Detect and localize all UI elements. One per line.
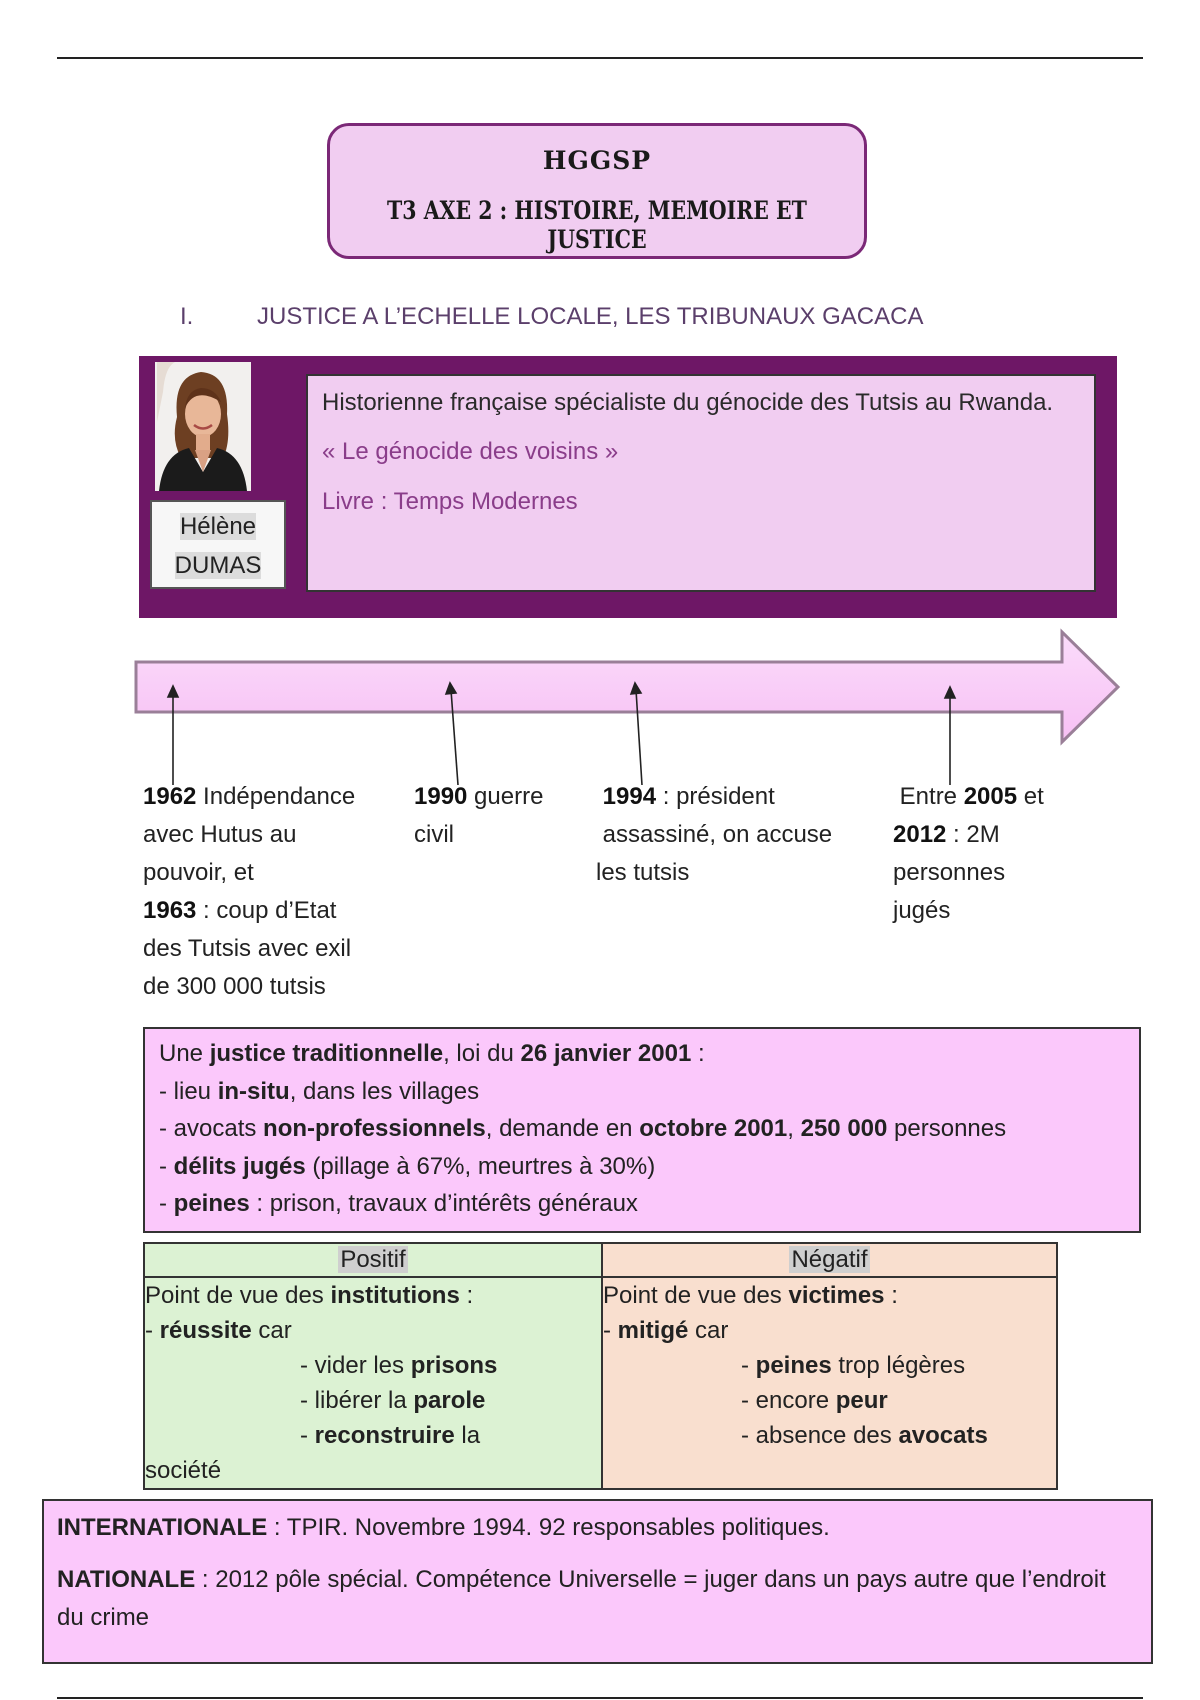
timeline-line	[596, 778, 832, 816]
text: Point de vue des	[145, 1282, 331, 1309]
section-title: JUSTICE A L’ECHELLE LOCALE, LES TRIBUNAUX GACACA	[257, 303, 924, 330]
text: personnes	[893, 859, 1006, 886]
text: les tutsis	[596, 859, 690, 886]
historian-first-name: Hélène	[179, 513, 257, 540]
table-line	[145, 1313, 601, 1348]
text	[596, 783, 603, 810]
text: société	[145, 1457, 222, 1484]
text: de 300 000 tutsis	[143, 973, 326, 1000]
timeline-event	[143, 778, 355, 1006]
timeline-line	[893, 816, 1044, 854]
timeline-line	[596, 854, 832, 892]
text: - vider les	[300, 1352, 411, 1379]
text: - encore	[741, 1387, 836, 1414]
text: -	[145, 1317, 160, 1344]
text: - libérer la	[300, 1387, 414, 1414]
timeline-line	[414, 816, 543, 854]
table-line	[145, 1348, 601, 1383]
text: jugés	[893, 897, 951, 924]
text: - avocats	[159, 1115, 264, 1142]
table-line	[145, 1453, 601, 1488]
text: -	[159, 1152, 174, 1180]
historian-quote: « Le génocide des voisins »	[322, 438, 619, 465]
bold-text: peur	[835, 1387, 888, 1414]
bottom-rule	[57, 1697, 1143, 1699]
positive-header: Positif	[144, 1243, 602, 1277]
section-number: I.	[180, 303, 194, 330]
text: Entre	[893, 783, 964, 810]
bold-text: victimes	[788, 1282, 885, 1309]
gacaca-line	[159, 1073, 1125, 1111]
text: - lieu	[159, 1077, 218, 1105]
bold-text: parole	[413, 1387, 486, 1414]
bold-text: 1990	[414, 783, 468, 810]
subject-title: HGGSP	[542, 146, 652, 175]
table-line	[603, 1418, 1056, 1453]
text: , loi du	[443, 1040, 521, 1067]
bold-text: 250 000	[800, 1115, 888, 1142]
text: guerre	[467, 783, 544, 810]
text: Point de vue des	[603, 1282, 789, 1309]
text: -	[300, 1422, 315, 1449]
table-line	[603, 1383, 1056, 1418]
timeline-line	[143, 778, 355, 816]
table-line	[603, 1278, 1056, 1313]
text: des Tutsis avec exil	[143, 935, 352, 962]
text: pouvoir, et	[143, 859, 254, 886]
text: :	[459, 1282, 474, 1309]
text: Indépendance	[196, 783, 356, 810]
text: ,	[787, 1115, 801, 1142]
text: Une	[159, 1040, 210, 1067]
historian-bio	[306, 374, 1096, 592]
table-line	[145, 1278, 601, 1313]
timeline-line	[893, 892, 1044, 930]
bold-text: peines	[173, 1190, 250, 1217]
text: car	[251, 1317, 292, 1344]
bold-text: 1963	[143, 897, 197, 924]
historian-name-box	[150, 500, 286, 589]
bold-text: délits jugés	[173, 1152, 306, 1180]
bold-text: non-professionnels	[263, 1115, 486, 1142]
text: trop légères	[831, 1352, 966, 1379]
bold-text: 2012	[893, 821, 947, 848]
bold-text: mitigé	[617, 1317, 689, 1344]
table-line	[145, 1418, 601, 1453]
timeline-line	[143, 854, 355, 892]
text: : président	[656, 783, 775, 810]
international-text: : TPIR. Novembre 1994. 92 responsables politiques.	[267, 1514, 830, 1541]
negative-cell	[602, 1277, 1057, 1489]
text: : 2M	[946, 821, 1000, 848]
bold-text: 26 janvier 2001	[520, 1040, 692, 1067]
text: -	[741, 1352, 756, 1379]
title-box	[327, 123, 867, 259]
historian-description: Historienne française spécialiste du génocide des Tutsis au Rwanda.	[322, 389, 1054, 416]
bold-text: avocats	[898, 1422, 988, 1449]
historian-book: Livre : Temps Modernes	[322, 488, 578, 515]
timeline-event	[596, 778, 832, 892]
bold-text: in-situ	[217, 1077, 290, 1105]
jurisdictions-box	[42, 1499, 1153, 1664]
international-label: INTERNATIONALE	[57, 1514, 268, 1541]
historian-photo	[155, 362, 251, 491]
national-label: NATIONALE	[57, 1566, 196, 1593]
bold-text: 2005	[963, 783, 1018, 810]
positive-negative-table	[143, 1242, 1058, 1490]
timeline-line	[893, 854, 1044, 892]
theme-title: T3 AXE 2 : HISTOIRE, MEMOIRE ET JUSTICE	[387, 196, 807, 254]
negative-header: Négatif	[602, 1243, 1057, 1277]
timeline-event	[414, 778, 543, 854]
timeline-line	[143, 816, 355, 854]
timeline-line	[893, 778, 1044, 816]
timeline-line	[414, 778, 543, 816]
bold-text: justice traditionnelle	[209, 1040, 444, 1067]
bold-text: institutions	[330, 1282, 460, 1309]
bold-text: 1994	[602, 783, 657, 810]
international-line	[57, 1509, 1138, 1547]
timeline-event	[893, 778, 1044, 930]
text: (pillage à 67%, meurtres à 30%)	[305, 1152, 656, 1180]
bold-text: réussite	[159, 1317, 252, 1344]
gacaca-line	[159, 1148, 1125, 1186]
bold-text: 1962	[143, 783, 197, 810]
text: -	[603, 1317, 618, 1344]
gacaca-line	[159, 1110, 1125, 1148]
timeline-line	[596, 816, 832, 854]
historian-last-name: DUMAS	[174, 552, 262, 579]
text: la	[454, 1422, 481, 1449]
text: : prison, travaux d’intérêts généraux	[249, 1190, 638, 1217]
text: et	[1017, 783, 1044, 810]
timeline-line	[143, 930, 355, 968]
bold-text: octobre 2001	[639, 1115, 788, 1142]
text: civil	[414, 821, 454, 848]
table-line	[603, 1313, 1056, 1348]
text: : coup d’Etat	[196, 897, 337, 924]
gacaca-line	[159, 1035, 1125, 1073]
gacaca-line	[159, 1185, 1125, 1223]
table-line	[603, 1348, 1056, 1383]
text: - absence des	[741, 1422, 899, 1449]
text: , demande en	[485, 1115, 640, 1142]
timeline-line	[143, 968, 355, 1006]
text: car	[688, 1317, 729, 1344]
national-line	[57, 1561, 1138, 1637]
text: avec Hutus au	[143, 821, 297, 848]
gacaca-box	[143, 1027, 1141, 1233]
timeline-arrow	[0, 620, 1200, 790]
timeline-line	[143, 892, 355, 930]
text: :	[884, 1282, 898, 1309]
bold-text: reconstruire	[314, 1422, 455, 1449]
table-line	[145, 1383, 601, 1418]
text: , dans les villages	[289, 1077, 480, 1105]
text: :	[691, 1040, 705, 1067]
bold-text: prisons	[410, 1352, 498, 1379]
bold-text: peines	[755, 1352, 832, 1379]
text: -	[159, 1190, 174, 1217]
text: assassiné, on accuse	[596, 821, 833, 848]
national-text: : 2012 pôle spécial. Compétence Universelle = juger dans un pays autre que l’endroit du crime	[57, 1566, 1106, 1631]
positive-cell	[144, 1277, 602, 1489]
top-rule	[57, 57, 1143, 59]
text: personnes	[887, 1115, 1007, 1142]
